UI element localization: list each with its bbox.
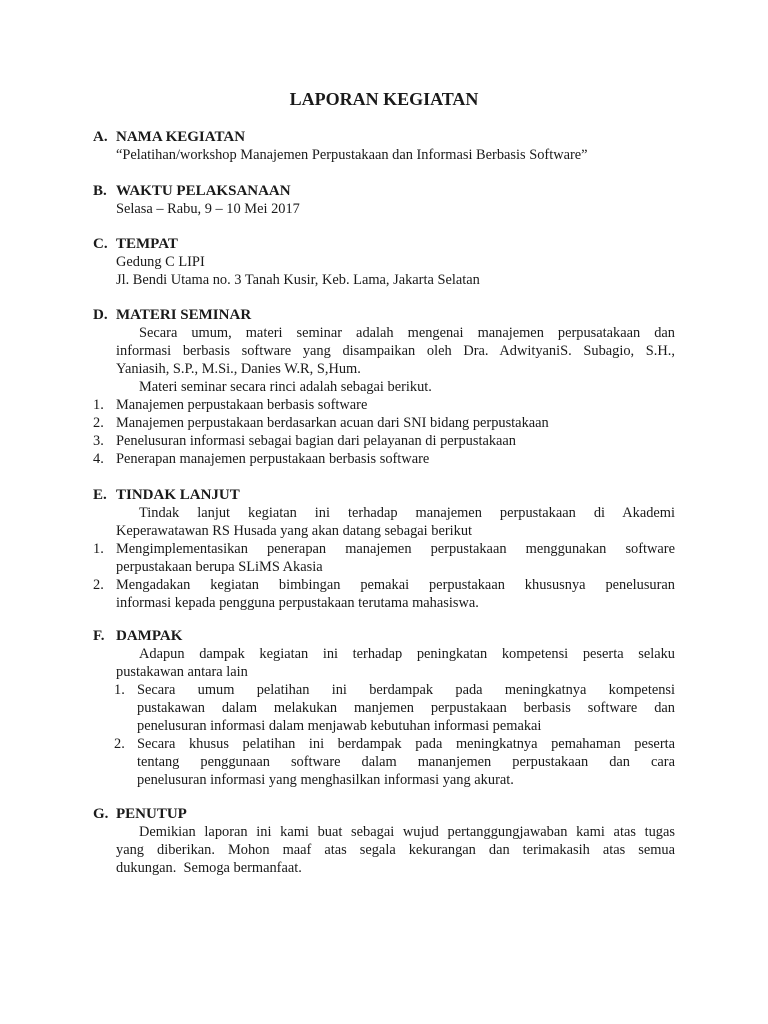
activity-name: “Pelatihan/workshop Manajemen Perpustakaan dan Informasi Berbasis Software”: [116, 147, 588, 163]
list-item: [93, 414, 675, 432]
list-text: Penerapan manajemen perpustakaan berbasis software: [116, 451, 430, 467]
list-item: [93, 396, 675, 414]
list-item: [114, 735, 675, 789]
list-item: [93, 540, 675, 576]
section-title: WAKTU PELAKSANAAN: [116, 183, 291, 199]
section-nama-kegiatan: [93, 128, 675, 164]
section-dampak: [93, 627, 675, 789]
section-tempat: [93, 235, 675, 289]
list-number: 1.: [114, 682, 125, 698]
section-letter: A.: [93, 129, 108, 145]
section-letter: F.: [93, 628, 105, 644]
list-text: perpustakaan berupa SLiMS Akasia: [116, 559, 323, 575]
list-text: Manajemen perpustakaan berdasarkan acuan dari SNI bidang perpustakaan: [116, 415, 549, 431]
list-item: [93, 432, 675, 450]
paragraph-line: Yaniasih, S.P., M.Si., Danies W.R, S,Hum.: [116, 361, 361, 377]
section-heading: [93, 235, 675, 253]
list-text: pustakawan dalam melakukan manjemen perpustakaan berbasis software dan: [137, 700, 675, 716]
list-text: informasi kepada pengguna perpustakaan terutama mahasiswa.: [116, 595, 479, 611]
section-penutup: [93, 805, 675, 877]
list-number: 1.: [93, 541, 104, 557]
section-title: PENUTUP: [116, 806, 187, 822]
list-item: [93, 576, 675, 612]
list-text: Mengimplementasikan penerapan manajemen perpustakaan menggunakan software: [116, 541, 675, 557]
list-text: Manajemen perpustakaan berbasis software: [116, 397, 368, 413]
list-text: penelusuran informasi yang menghasilkan informasi yang akurat.: [137, 772, 514, 788]
document-title: LAPORAN KEGIATAN: [289, 89, 479, 109]
list-number: 3.: [93, 433, 104, 449]
section-heading: [93, 128, 675, 146]
list-number: 4.: [93, 451, 104, 467]
section-letter: D.: [93, 307, 108, 323]
list-text: Mengadakan kegiatan bimbingan pemakai perpustakaan khususnya penelusuran: [116, 577, 675, 593]
section-heading: [93, 486, 675, 504]
list-text: penelusuran informasi dalam menjawab kebutuhan informasi pemakai: [137, 718, 542, 734]
section-letter: G.: [93, 806, 109, 822]
section-title: DAMPAK: [116, 628, 183, 644]
paragraph-line: Demikian laporan ini kami buat sebagai wujud pertanggungjawaban kami atas tugas: [139, 824, 675, 840]
section-title: TEMPAT: [116, 236, 178, 252]
venue-name: Gedung C LIPI: [116, 254, 205, 270]
paragraph-line: yang diberikan. Mohon maaf atas segala kekurangan dan terimakasih atas semua: [116, 842, 675, 858]
list-number: 1.: [93, 397, 104, 413]
section-waktu-pelaksanaan: [93, 182, 675, 218]
paragraph-line: dukungan. Semoga bermanfaat.: [116, 860, 302, 876]
paragraph-line: informasi berbasis software yang disampaikan oleh Dra. AdwityaniS. Subagio, S.H.,: [116, 343, 675, 359]
list-item: [93, 450, 675, 468]
paragraph-line: Secara umum, materi seminar adalah mengenai manajemen perpusatakaan dan: [139, 325, 675, 341]
section-letter: C.: [93, 236, 108, 252]
list-number: 2.: [93, 577, 104, 593]
section-title: NAMA KEGIATAN: [116, 129, 246, 145]
section-heading: [93, 627, 675, 645]
paragraph-line: Adapun dampak kegiatan ini terhadap peningkatan kompetensi peserta selaku: [139, 646, 675, 662]
activity-date: Selasa – Rabu, 9 – 10 Mei 2017: [116, 201, 300, 217]
paragraph-line: Tindak lanjut kegiatan ini terhadap manajemen perpustakaan di Akademi: [139, 505, 675, 521]
venue-address: Jl. Bendi Utama no. 3 Tanah Kusir, Keb. Lama, Jakarta Selatan: [116, 272, 480, 288]
list-number: 2.: [93, 415, 104, 431]
section-letter: B.: [93, 183, 107, 199]
section-tindak-lanjut: [93, 486, 675, 612]
paragraph-line: Keperawatawan RS Husada yang akan datang sebagai berikut: [116, 523, 473, 539]
list-item: [114, 681, 675, 735]
section-letter: E.: [93, 487, 107, 503]
section-heading: [93, 805, 675, 823]
list-number: 2.: [114, 736, 125, 752]
paragraph-line: pustakawan antara lain: [116, 664, 248, 680]
list-text: Secara khusus pelatihan ini berdampak pada meningkatnya pemahaman peserta: [137, 736, 675, 752]
list-text: tentang penggunaan software dalam mananjemen perpustakaan dan cara: [137, 754, 675, 770]
section-title: MATERI SEMINAR: [116, 307, 252, 323]
list-text: Penelusuran informasi sebagai bagian dari pelayanan di perpustakaan: [116, 433, 516, 449]
section-heading: [93, 306, 675, 324]
list-text: Secara umum pelatihan ini berdampak pada meningkatnya kompetensi: [137, 682, 675, 698]
section-title: TINDAK LANJUT: [116, 487, 240, 503]
section-materi-seminar: [93, 306, 675, 468]
paragraph-line: Materi seminar secara rinci adalah sebagai berikut.: [139, 379, 432, 395]
section-heading: [93, 182, 675, 200]
